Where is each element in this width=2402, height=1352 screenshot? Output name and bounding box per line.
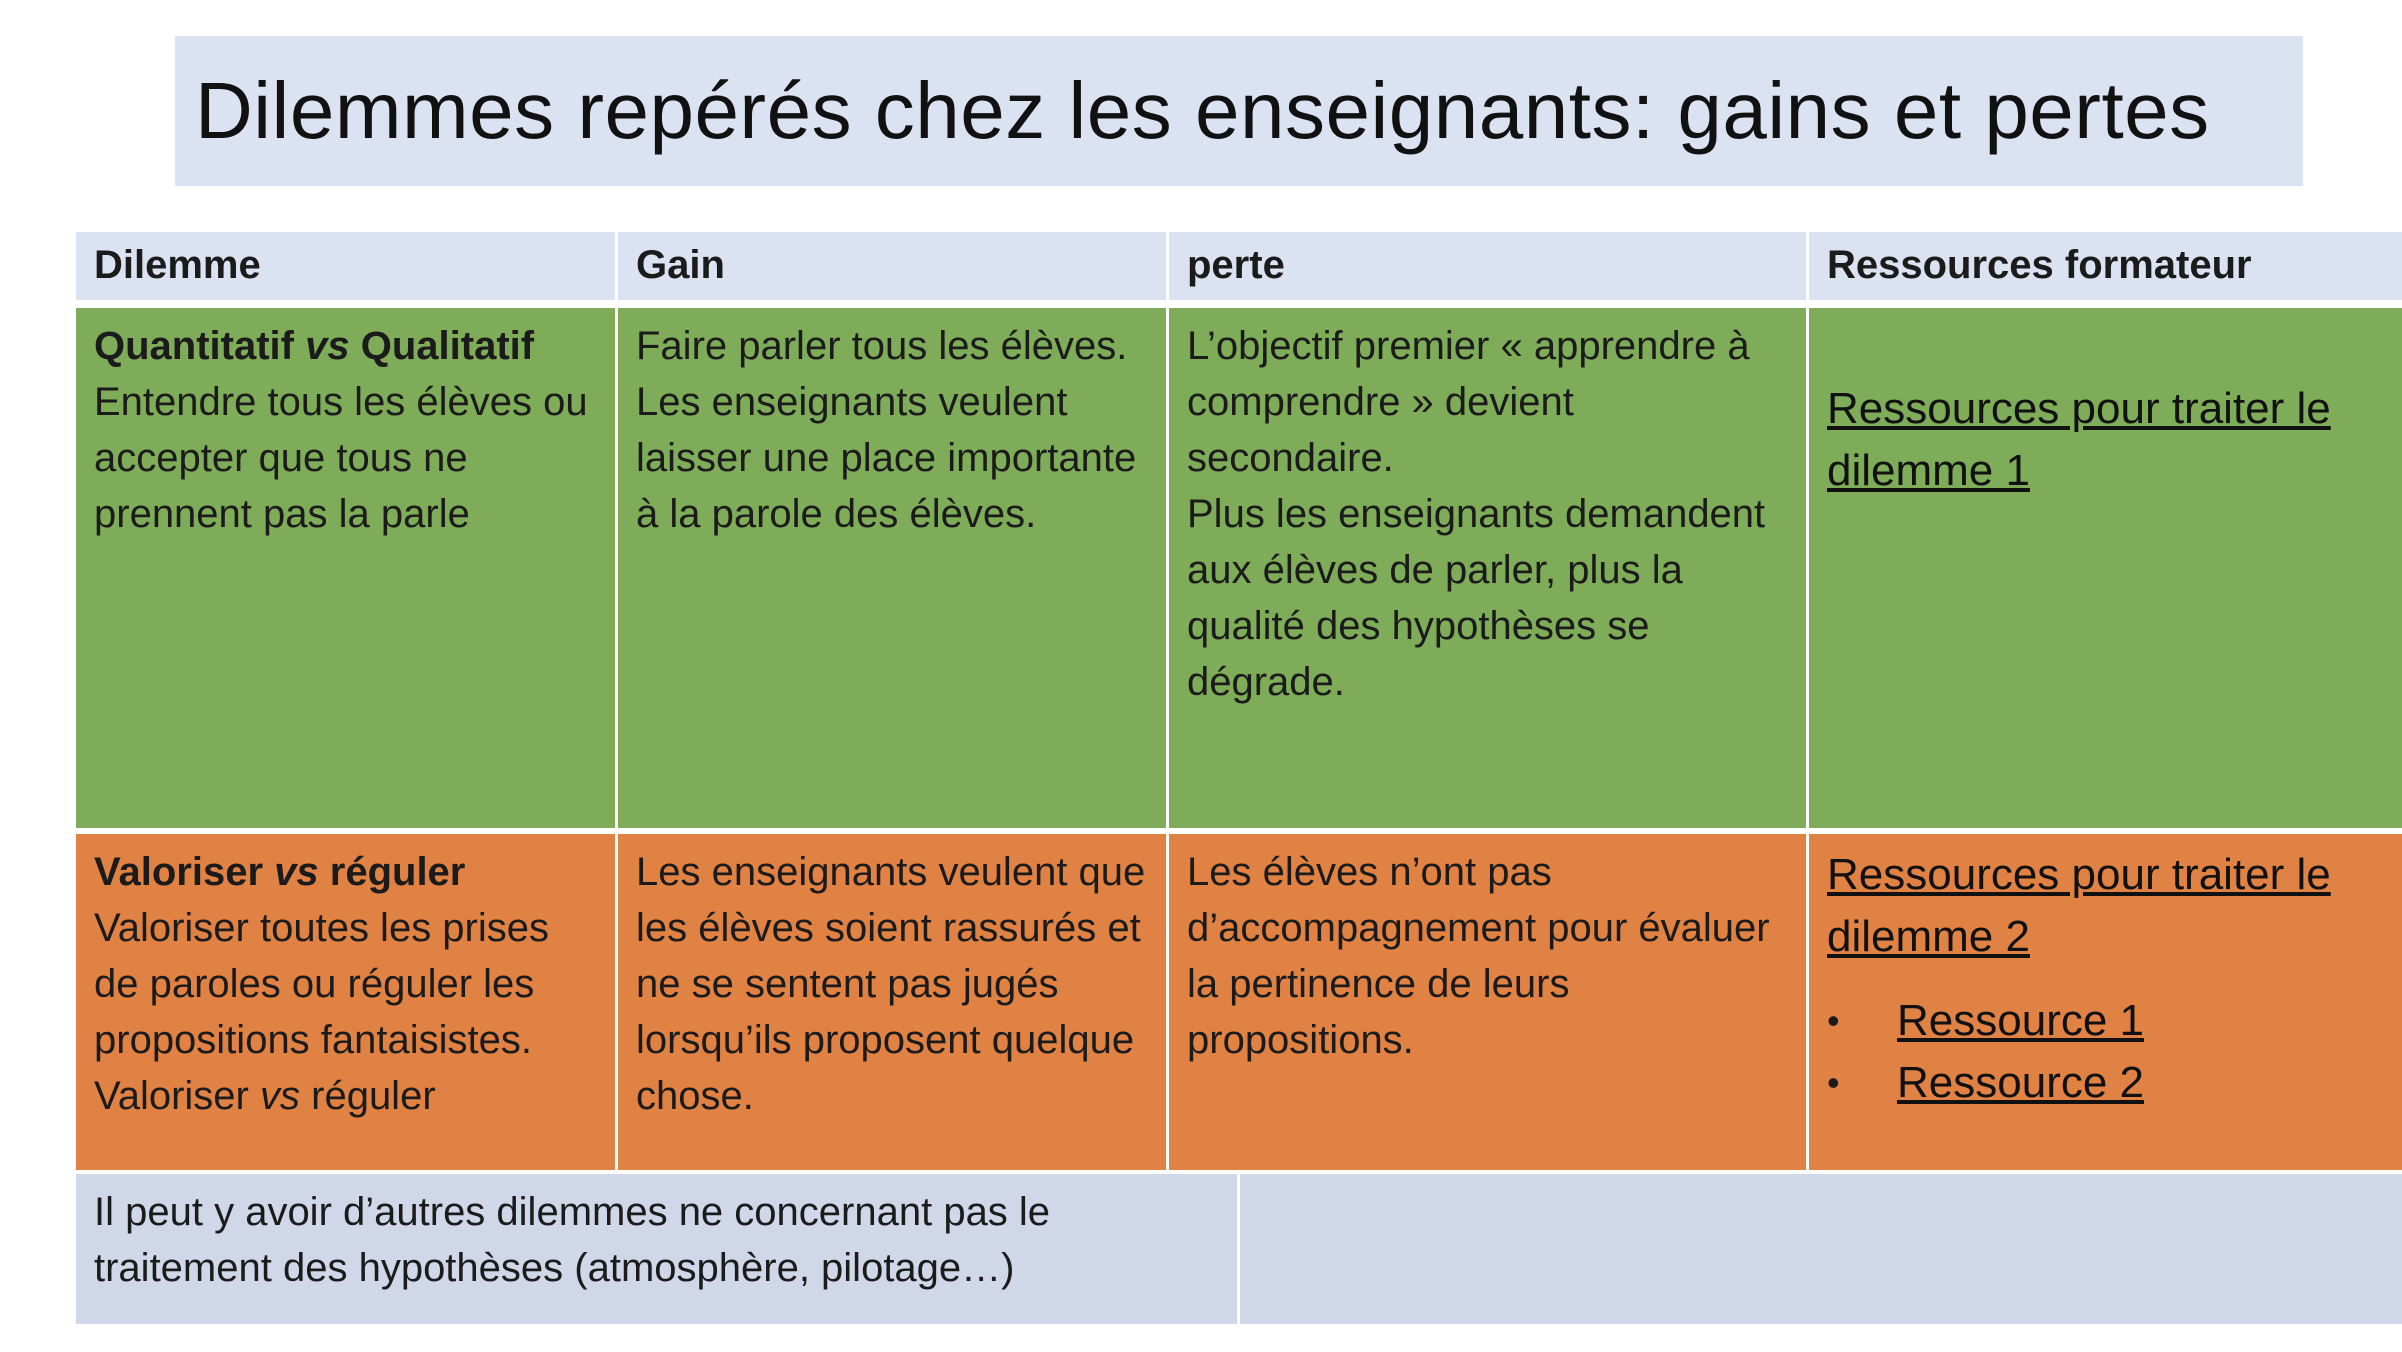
row1-dilemma-cell bbox=[76, 308, 615, 828]
footer-empty-cell bbox=[1240, 1174, 2402, 1324]
row1-dilemma-desc: Entendre tous les élèves ou accepter que tous ne prennent pas la parle bbox=[94, 380, 588, 536]
row1-dilemma-vs: vs bbox=[305, 324, 350, 368]
bullet-icon: • bbox=[1827, 1062, 1840, 1103]
row2-resources-cell bbox=[1809, 834, 2402, 1170]
resource-link-dilemme-1[interactable]: Ressources pour traiter le dilemme 1 bbox=[1827, 384, 2331, 495]
row2-dilemma-cell bbox=[76, 834, 615, 1170]
resource-link-1[interactable]: Ressource 1 bbox=[1897, 996, 2145, 1045]
list-item bbox=[1827, 990, 2384, 1052]
row2-desc2-b: réguler bbox=[311, 1074, 436, 1118]
row2-dilemma-desc2 bbox=[94, 1068, 597, 1124]
row2-gain-text: Les enseignants veulent que les élèves soient rassurés et ne se sentent pas jugés lorsqu’ils proposent quelque chose. bbox=[636, 850, 1146, 1118]
row2-desc2-vs: vs bbox=[260, 1074, 300, 1118]
header-gain: Gain bbox=[618, 232, 1166, 300]
row2-perte-cell bbox=[1169, 834, 1806, 1170]
footer-note: Il peut y avoir d’autres dilemmes ne concernant pas le traitement des hypothèses (atmosphère, pilotage…) bbox=[94, 1190, 1051, 1290]
header-dilemme: Dilemme bbox=[76, 232, 615, 300]
row2-perte-text: Les élèves n’ont pas d’accompagnement pour évaluer la pertinence de leurs propositions. bbox=[1187, 850, 1770, 1062]
slide-title: Dilemmes repérés chez les enseignants: gains et pertes bbox=[195, 66, 2210, 155]
header-perte: perte bbox=[1169, 232, 1806, 300]
row2-dilemma-vs: vs bbox=[274, 850, 319, 894]
row1-gain-text: Faire parler tous les élèves. Les enseignants veulent laisser une place importante à la parole des élèves. bbox=[636, 324, 1137, 536]
header-ressources: Ressources formateur bbox=[1809, 232, 2402, 300]
resource-list bbox=[1827, 990, 2384, 1114]
title-banner bbox=[175, 36, 2303, 186]
row1-dilemma-a: Quantitatif bbox=[94, 324, 294, 368]
row2-desc2-a: Valoriser bbox=[94, 1074, 249, 1118]
row2-gain-cell bbox=[618, 834, 1166, 1170]
row1-perte-text-2: Plus les enseignants demandent aux élèves de parler, plus la qualité des hypothèses se dégrade. bbox=[1187, 492, 1766, 704]
bullet-icon: • bbox=[1827, 1000, 1840, 1041]
row1-perte-cell bbox=[1169, 308, 1806, 828]
row1-dilemma-b: Qualitatif bbox=[360, 324, 535, 368]
footer-note-cell bbox=[76, 1174, 1237, 1324]
row2-dilemma-desc: Valoriser toutes les prises de paroles ou réguler les propositions fantaisistes. bbox=[94, 906, 549, 1062]
row1-gain-cell bbox=[618, 308, 1166, 828]
row1-dilemma-title bbox=[94, 318, 597, 374]
row2-dilemma-title bbox=[94, 844, 597, 900]
resource-link-2[interactable]: Ressource 2 bbox=[1897, 1058, 2145, 1107]
list-item bbox=[1827, 1052, 2384, 1114]
row2-dilemma-b: réguler bbox=[329, 850, 466, 894]
row1-resources-cell bbox=[1809, 308, 2402, 828]
resource-link-dilemme-2[interactable]: Ressources pour traiter le dilemme 2 bbox=[1827, 850, 2331, 961]
row1-perte-text-1: L’objectif premier « apprendre à comprendre » devient secondaire. bbox=[1187, 324, 1750, 480]
row2-dilemma-a: Valoriser bbox=[94, 850, 264, 894]
